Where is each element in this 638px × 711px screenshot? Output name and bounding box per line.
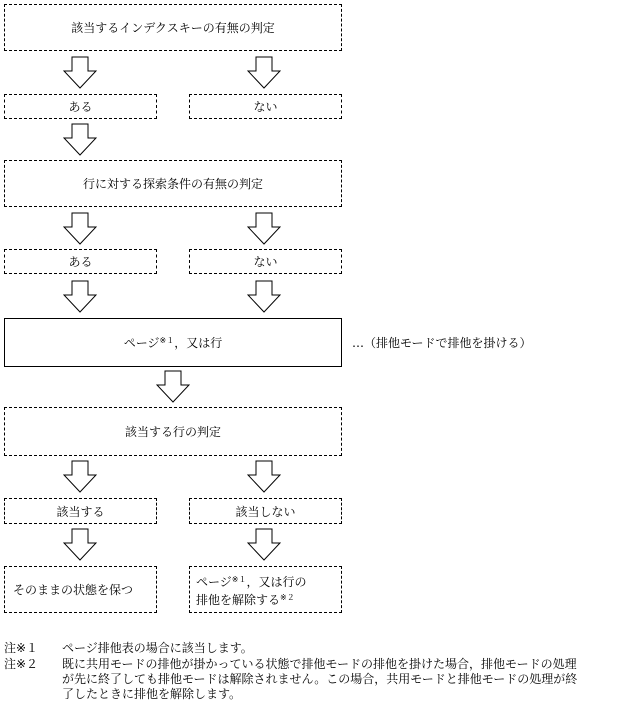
release-rest-text: ，又は行の — [246, 575, 307, 589]
lock-page-text: ページ — [123, 336, 160, 350]
box-row-condition-exists-label: ある — [68, 255, 93, 269]
arrow-down-icon — [247, 460, 281, 494]
note-1-marker: 注※１ — [4, 641, 39, 655]
box-row-not-matches-label: 該当しない — [235, 504, 296, 519]
note-1-text: ページ排他表の場合に該当します。 — [62, 641, 253, 655]
release-line-2-text: 排他を解除する — [196, 593, 281, 607]
arrow-down-icon — [63, 212, 97, 246]
release-note-mark-2: ※２ — [280, 593, 295, 602]
box-page-or-row-lock — [4, 318, 342, 367]
release-line-1 — [196, 572, 335, 590]
arrow-down-icon — [247, 56, 281, 90]
box-page-or-row-lock-label — [124, 334, 222, 351]
box-index-exists-label: ある — [68, 100, 93, 114]
arrow-down-icon — [247, 212, 281, 246]
box-row-matches-label: 該当する — [56, 504, 105, 519]
box-row-condition-not-exists-label: ない — [253, 255, 278, 269]
arrow-down-icon — [156, 370, 190, 404]
box-row-not-matches — [189, 498, 342, 524]
box-row-condition-not-exists — [189, 249, 342, 274]
box-row-condition-judgement — [4, 160, 342, 207]
lock-mode-note: …（排他モードで排他を掛ける） — [352, 336, 532, 350]
note-2-marker: 注※２ — [4, 657, 39, 671]
arrow-down-icon — [63, 460, 97, 494]
box-keep-state — [4, 566, 157, 613]
box-row-judgement — [4, 407, 342, 456]
lock-note-mark: ※１ — [159, 336, 175, 345]
box-keep-state-label: そのままの状態を保つ — [13, 583, 134, 597]
arrow-down-icon — [63, 528, 97, 562]
arrow-down-icon — [247, 528, 281, 562]
box-index-exists — [4, 94, 157, 119]
box-row-matches — [4, 498, 157, 524]
arrow-down-icon — [247, 280, 281, 314]
arrow-down-icon — [63, 280, 97, 314]
box-index-key-judgement-label: 該当するインデクスキーの有無の判定 — [71, 21, 275, 35]
box-index-not-exists-label: ない — [253, 100, 278, 114]
box-row-condition-exists — [4, 249, 157, 274]
arrow-down-icon — [63, 123, 97, 157]
box-row-condition-judgement-label: 行に対する探索条件の有無の判定 — [82, 177, 263, 191]
arrow-down-icon — [63, 56, 97, 90]
release-note-mark-1: ※１ — [231, 575, 247, 584]
note-1 — [4, 641, 604, 656]
box-index-not-exists — [189, 94, 342, 119]
release-line-2 — [196, 590, 335, 608]
note-2 — [4, 657, 604, 705]
lock-rest-text: ，又は行 — [174, 336, 223, 350]
box-release-lock — [189, 566, 342, 613]
note-2-text: 既に共用モードの排他が掛かっている状態で排他モードの排他を掛けた場合，排他モードの処理が先に終了しても排他モードは解除されません。この場合，共用モードと排他モードの処理が終了したときに排他を解除します。 — [62, 657, 578, 701]
release-page-text: ページ — [196, 575, 232, 589]
box-index-key-judgement — [4, 4, 342, 51]
box-row-judgement-label: 該当する行の判定 — [124, 425, 221, 439]
